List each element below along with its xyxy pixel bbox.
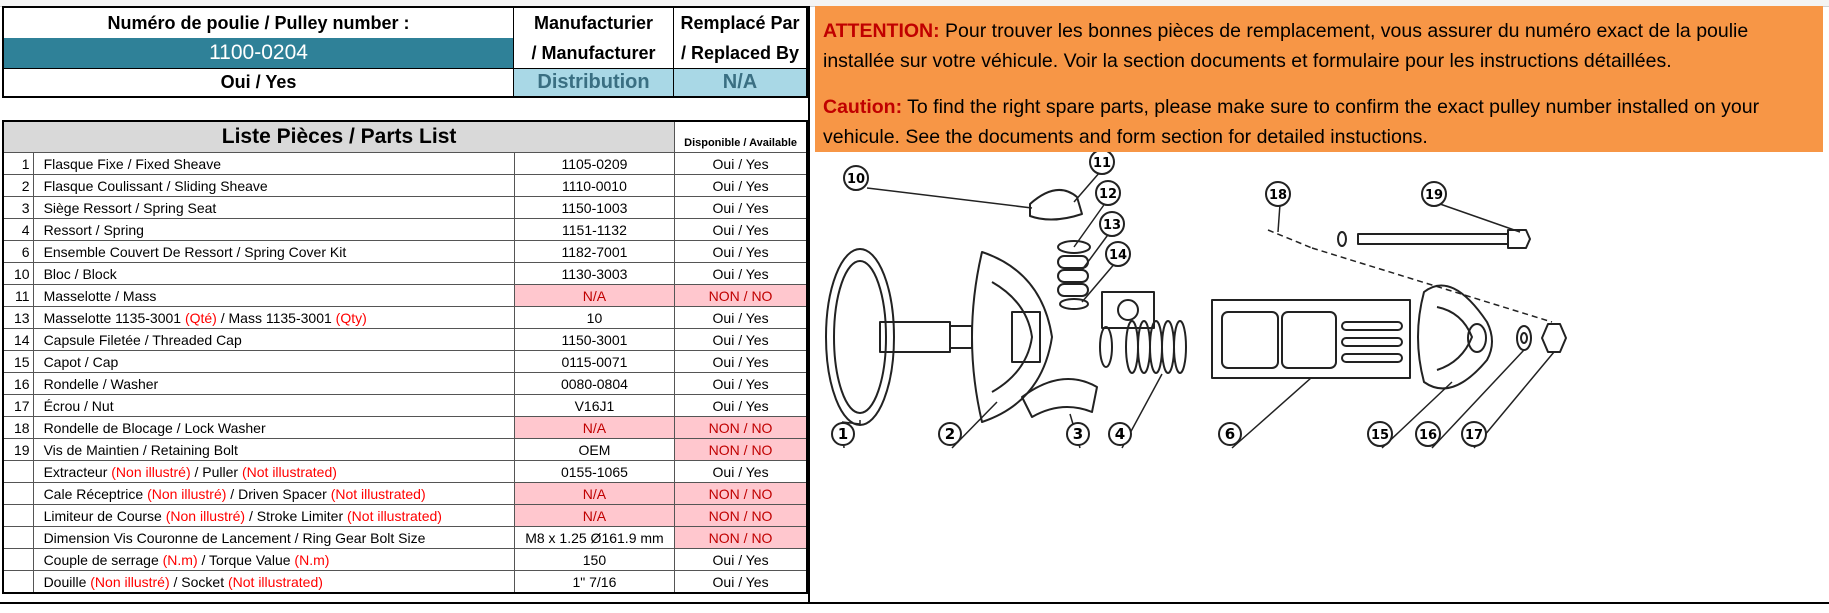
- part-description-text: / Socket: [169, 573, 228, 590]
- part-reference[interactable]: N/A: [514, 417, 674, 439]
- svg-text:15: 15: [1370, 428, 1390, 443]
- svg-text:12: 12: [1098, 187, 1118, 202]
- svg-text:18: 18: [1268, 188, 1288, 203]
- part-description: Ensemble Couvert De Ressort / Spring Cover Kit: [33, 241, 514, 263]
- callout-13: [1100, 212, 1124, 236]
- part-note-red: (Not illustrated): [330, 485, 426, 502]
- parts-row: [3, 505, 807, 527]
- parts-row: [3, 351, 807, 373]
- parts-row: [3, 527, 807, 549]
- callout-4: [1109, 423, 1131, 445]
- available-header: Disponible / Available: [675, 121, 807, 153]
- part-description: [33, 461, 514, 483]
- part-reference[interactable]: 1182-7001: [514, 241, 674, 263]
- part-note-red: (N.m): [162, 551, 198, 568]
- part-description-text: Masselotte 1135-3001: [43, 309, 185, 326]
- replaced-by-value: N/A: [674, 68, 806, 96]
- part-description: [33, 483, 514, 505]
- part-description: [33, 307, 514, 329]
- part-note-red: (Qté): [184, 309, 217, 326]
- part-note-red: (Qty): [335, 309, 367, 326]
- manufacturer-value: Distribution: [514, 68, 674, 96]
- availability-status: Oui / Yes: [675, 549, 807, 571]
- parts-row: [3, 439, 807, 461]
- pulley-number-value[interactable]: 1100-0204: [4, 38, 514, 68]
- pulley-header: [2, 6, 808, 98]
- pulley-status: Oui / Yes: [4, 68, 514, 96]
- part-number-index: 11: [3, 285, 33, 307]
- availability-status: Oui / Yes: [675, 461, 807, 483]
- availability-status: NON / NO: [675, 527, 807, 549]
- part-reference[interactable]: 1" 7/16: [514, 571, 674, 594]
- part-reference[interactable]: V16J1: [514, 395, 674, 417]
- parts-row: [3, 263, 807, 285]
- svg-text:1: 1: [837, 425, 849, 443]
- part-note-red: (Non illustré): [147, 485, 227, 502]
- parts-row: [3, 571, 807, 594]
- attention-text: Pour trouver les bonnes pièces de remplacement, vous assurer du numéro exact de la poulie installée sur votre véhicule. Voir la section documents et formulaire pour les instructions détaillées.: [823, 20, 1749, 72]
- part-note-red: (N.m): [294, 551, 330, 568]
- part-reference[interactable]: N/A: [514, 285, 674, 307]
- part-description: Capot / Cap: [33, 351, 514, 373]
- part-number-index: 15: [3, 351, 33, 373]
- part-description: Siège Ressort / Spring Seat: [33, 197, 514, 219]
- part-number-index: 18: [3, 417, 33, 439]
- parts-row: [3, 329, 807, 351]
- part-reference[interactable]: 1150-1003: [514, 197, 674, 219]
- parts-row: [3, 373, 807, 395]
- table-right-border: [808, 6, 810, 604]
- part-reference[interactable]: 10: [514, 307, 674, 329]
- parts-row: [3, 417, 807, 439]
- parts-list-title: Liste Pièces / Parts List: [3, 121, 675, 153]
- parts-list-body: [3, 153, 807, 594]
- availability-status: Oui / Yes: [675, 197, 807, 219]
- part-description-text: Cale Réceptrice: [43, 485, 148, 502]
- part-note-red: (Non illustré): [90, 573, 170, 590]
- part-description: [33, 505, 514, 527]
- part-description-text: / Mass 1135-3001: [216, 309, 336, 326]
- caution-text: To find the right spare parts, please make sure to confirm the exact pulley number installed on your vehicule. See the documents and form section for detailed instuctions.: [823, 96, 1760, 148]
- part-number-index: [3, 461, 33, 483]
- part-number-index: 2: [3, 175, 33, 197]
- notice-french: [823, 16, 1811, 76]
- callout-12: [1096, 181, 1120, 205]
- caution-label: Caution:: [823, 96, 903, 118]
- part-reference[interactable]: 0155-1065: [514, 461, 674, 483]
- availability-status: Oui / Yes: [675, 153, 807, 175]
- callout-14: [1106, 242, 1130, 266]
- part-reference[interactable]: 1150-3001: [514, 329, 674, 351]
- availability-status: NON / NO: [675, 285, 807, 307]
- part-reference[interactable]: 1130-3003: [514, 263, 674, 285]
- availability-status: Oui / Yes: [675, 175, 807, 197]
- part-reference[interactable]: 0115-0071: [514, 351, 674, 373]
- availability-status: Oui / Yes: [675, 571, 807, 594]
- availability-status: NON / NO: [675, 483, 807, 505]
- callout-6: [1219, 423, 1241, 445]
- callout-15: [1368, 422, 1392, 446]
- availability-status: NON / NO: [675, 439, 807, 461]
- notice-english: [823, 92, 1811, 152]
- part-reference[interactable]: N/A: [514, 505, 674, 527]
- part-number-index: [3, 505, 33, 527]
- part-number-index: [3, 527, 33, 549]
- part-number-index: 1: [3, 153, 33, 175]
- part-description-text: / Stroke Limiter: [245, 507, 348, 524]
- part-reference[interactable]: 150: [514, 549, 674, 571]
- callout-2: [939, 423, 961, 445]
- availability-status: Oui / Yes: [675, 395, 807, 417]
- part-number-index: [3, 549, 33, 571]
- part-reference[interactable]: 1151-1132: [514, 219, 674, 241]
- callout-10: [844, 166, 868, 190]
- part-description: Ressort / Spring: [33, 219, 514, 241]
- parts-row: [3, 307, 807, 329]
- parts-row: [3, 285, 807, 307]
- parts-row: [3, 175, 807, 197]
- parts-row: [3, 395, 807, 417]
- svg-text:17: 17: [1464, 428, 1484, 443]
- part-description: Vis de Maintien / Retaining Bolt: [33, 439, 514, 461]
- part-number-index: [3, 483, 33, 505]
- attention-label: ATTENTION:: [823, 20, 940, 42]
- pulley-diagram-svg: [812, 152, 1822, 598]
- parts-row: [3, 219, 807, 241]
- callout-1: [832, 423, 854, 445]
- part-description: Masselotte / Mass: [33, 285, 514, 307]
- svg-text:10: 10: [846, 172, 866, 187]
- part-description-text: / Driven Spacer: [226, 485, 331, 502]
- part-description: Dimension Vis Couronne de Lancement / Ring Gear Bolt Size: [33, 527, 514, 549]
- part-reference[interactable]: 1105-0209: [514, 153, 674, 175]
- svg-text:2: 2: [944, 425, 956, 443]
- part-reference[interactable]: 1110-0010: [514, 175, 674, 197]
- part-reference[interactable]: OEM: [514, 439, 674, 461]
- replaced-by-label-1: Remplacé Par: [680, 12, 800, 33]
- callout-16: [1416, 422, 1440, 446]
- part-number-index: [3, 571, 33, 594]
- part-note-red: (Not illustrated): [227, 573, 323, 590]
- part-description: [33, 571, 514, 594]
- parts-row: [3, 153, 807, 175]
- sheet-bottom-border: [0, 602, 1829, 604]
- part-number-index: 13: [3, 307, 33, 329]
- svg-text:11: 11: [1092, 156, 1112, 171]
- part-description: Capsule Filetée / Threaded Cap: [33, 329, 514, 351]
- part-description: [33, 549, 514, 571]
- svg-text:6: 6: [1224, 425, 1236, 443]
- callout-3: [1067, 423, 1089, 445]
- part-description: Bloc / Block: [33, 263, 514, 285]
- exploded-pulley-diagram: [812, 152, 1822, 598]
- part-description-text: Couple de serrage: [43, 551, 163, 568]
- part-number-index: 16: [3, 373, 33, 395]
- availability-status: Oui / Yes: [675, 263, 807, 285]
- part-reference[interactable]: N/A: [514, 483, 674, 505]
- parts-row: [3, 241, 807, 263]
- availability-status: NON / NO: [675, 505, 807, 527]
- part-note-red: (Not illustrated): [241, 463, 337, 480]
- callout-19: [1422, 182, 1446, 206]
- notice-box: [815, 6, 1823, 152]
- availability-status: Oui / Yes: [675, 307, 807, 329]
- svg-text:3: 3: [1072, 425, 1084, 443]
- part-number-index: 3: [3, 197, 33, 219]
- availability-status: Oui / Yes: [675, 351, 807, 373]
- part-description-text: Extracteur: [43, 463, 112, 480]
- fixed-sheave-shape: [826, 249, 894, 425]
- part-reference[interactable]: M8 x 1.25 Ø161.9 mm: [514, 527, 674, 549]
- part-number-index: 14: [3, 329, 33, 351]
- parts-row: [3, 461, 807, 483]
- manufacturer-label-2: / Manufacturer: [514, 38, 674, 68]
- parts-row: [3, 549, 807, 571]
- part-note-red: (Non illustré): [165, 507, 246, 524]
- part-number-index: 19: [3, 439, 33, 461]
- part-description: Flasque Coulissant / Sliding Sheave: [33, 175, 514, 197]
- parts-row: [3, 483, 807, 505]
- svg-text:16: 16: [1418, 428, 1438, 443]
- svg-text:4: 4: [1114, 425, 1126, 443]
- part-description-text: Douille: [43, 573, 91, 590]
- pulley-number-label: Numéro de poulie / Pulley number :: [4, 8, 514, 38]
- part-description: Rondelle de Blocage / Lock Washer: [33, 417, 514, 439]
- availability-status: Oui / Yes: [675, 329, 807, 351]
- part-note-red: (Non illustré): [111, 463, 191, 480]
- part-number-index: 17: [3, 395, 33, 417]
- part-reference[interactable]: 0080-0804: [514, 373, 674, 395]
- part-number-index: 10: [3, 263, 33, 285]
- part-description-text: Limiteur de Course: [43, 507, 166, 524]
- availability-status: NON / NO: [675, 417, 807, 439]
- callout-18: [1266, 182, 1290, 206]
- part-number-index: 6: [3, 241, 33, 263]
- part-description-text: / Puller: [190, 463, 242, 480]
- svg-text:19: 19: [1424, 188, 1444, 203]
- callout-17: [1462, 422, 1486, 446]
- part-description-text: / Torque Value: [197, 551, 295, 568]
- part-note-red: (Not illustrated): [347, 507, 442, 524]
- availability-status: Oui / Yes: [675, 241, 807, 263]
- parts-row: [3, 197, 807, 219]
- availability-status: Oui / Yes: [675, 219, 807, 241]
- replaced-by-label-2: / Replaced By: [680, 42, 800, 63]
- availability-status: Oui / Yes: [675, 373, 807, 395]
- callout-11: [1090, 152, 1114, 174]
- part-description: Écrou / Nut: [33, 395, 514, 417]
- part-number-index: 4: [3, 219, 33, 241]
- part-description: Flasque Fixe / Fixed Sheave: [33, 153, 514, 175]
- svg-text:13: 13: [1102, 218, 1122, 233]
- part-description: Rondelle / Washer: [33, 373, 514, 395]
- manufacturer-label-1: Manufacturier: [514, 8, 674, 38]
- svg-text:14: 14: [1108, 248, 1128, 263]
- parts-list-table: [2, 120, 808, 594]
